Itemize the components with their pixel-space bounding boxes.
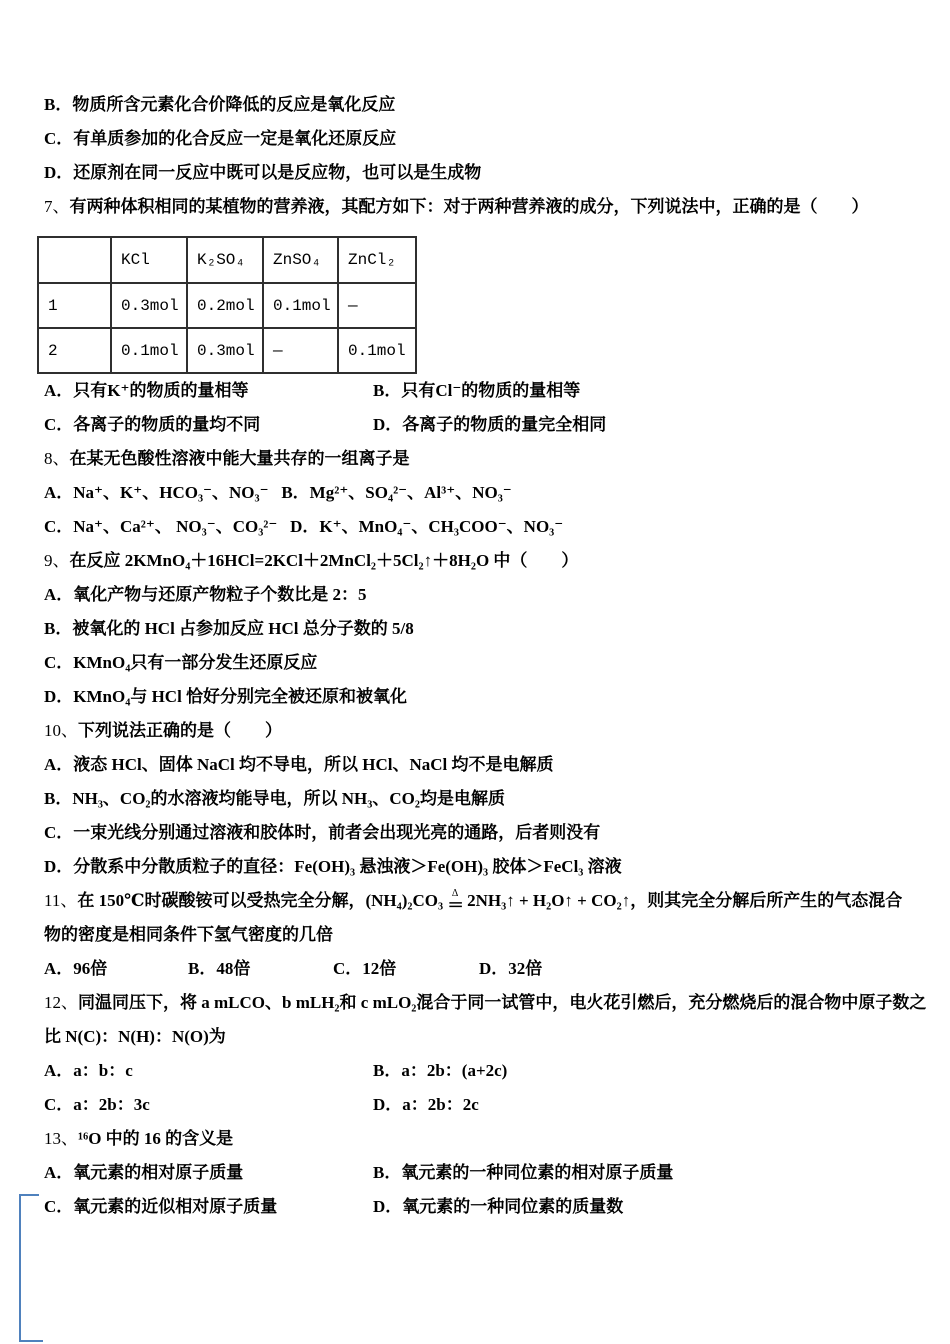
- table-row-2: [38, 328, 416, 373]
- table-header-k2so4: K₂SO₄: [187, 237, 263, 283]
- question-8-options-ab: A．Na⁺、K⁺、HCO₃⁻、NO₃⁻ B．Mg²⁺、SO₄²⁻、Al³⁺、NO₃⁻: [44, 483, 512, 502]
- question-6-option-b: B．物质所含元素化合价降低的反应是氧化反应: [44, 95, 396, 114]
- question-11-option-d: D．32倍: [479, 959, 543, 978]
- question-13-option-c: C．氧元素的近似相对原子质量: [44, 1197, 278, 1216]
- question-11-stem-after-equation: 2NH₃↑ + H₂O↑ + CO₂↑，则其完全分解后所产生的气态混合: [467, 891, 903, 910]
- question-6-option-c: C．有单质参加的化合反应一定是氧化还原反应: [44, 129, 397, 148]
- question-12-option-d: D．a：2b：2c: [373, 1095, 479, 1114]
- table-cell: —: [263, 328, 338, 373]
- question-7-number: 7、: [44, 197, 70, 216]
- table-header-zncl2: ZnCl₂: [338, 237, 416, 283]
- question-12-option-b: B．a：2b：(a+2c): [373, 1061, 508, 1080]
- question-7-stem: [44, 190, 920, 224]
- question-7-option-c: C．各离子的物质的量均不同: [44, 415, 261, 434]
- question-13-options-ab: [44, 1156, 920, 1190]
- table-cell: 0.3mol: [187, 328, 263, 373]
- table-cell: 0.1mol: [111, 328, 187, 373]
- question-13-option-b: B．氧元素的一种同位素的相对原子质量: [373, 1163, 674, 1182]
- question-7-options-cd: [44, 408, 920, 442]
- question-13-stem: [44, 1122, 920, 1156]
- question-9-option-a: A．氧化产物与还原产物粒子个数比是 2：5: [44, 585, 367, 604]
- question-10-option-d: D．分散系中分散质粒子的直径：Fe(OH)₃ 悬浊液＞Fe(OH)₃ 胶体＞FeCl₃ 溶液: [44, 857, 622, 876]
- table-cell: 0.1mol: [263, 283, 338, 328]
- table-cell: 0.3mol: [111, 283, 187, 328]
- nutrient-solution-table: [37, 236, 417, 374]
- question-10-stem: [44, 714, 920, 748]
- question-11-stem-line1: [44, 884, 920, 918]
- table-row-1: [38, 283, 416, 328]
- table-cell: 0.1mol: [338, 328, 416, 373]
- frame-left-border-mark: [19, 1194, 21, 1342]
- table-header-znso4: ZnSO₄: [263, 237, 338, 283]
- question-7-option-b: B．只有Cl⁻的物质的量相等: [373, 381, 581, 400]
- question-9-option-d: D．KMnO₄与 HCl 恰好分别完全被还原和被氧化: [44, 687, 408, 706]
- question-11-stem-before-equation: 在 150℃时碳酸铵可以受热完全分解，(NH₄)₂CO₃: [77, 891, 444, 910]
- question-8-options-cd: C．Na⁺、Ca²⁺、 NO₃⁻、CO₃²⁻ D．K⁺、MnO₄⁻、CH₃COO⁻、NO₃⁻: [44, 517, 564, 536]
- question-7-stem-text: 有两种体积相同的某植物的营养液，其配方如下：对于两种营养液的成分，下列说法中，正确的是（ ）: [69, 197, 869, 216]
- question-12-option-a: A．a：b：c: [44, 1061, 133, 1080]
- question-13-number: 13、: [44, 1129, 78, 1148]
- frame-bottom-corner-mark: [19, 1340, 43, 1342]
- question-10-option-c: C．一束光线分别通过溶液和胶体时，前者会出现光亮的通路，后者则没有: [44, 823, 601, 842]
- question-7-options-ab: [44, 374, 920, 408]
- heating-condition-symbol: [447, 888, 464, 915]
- question-12-options-cd: [44, 1088, 920, 1122]
- frame-top-corner-mark: [19, 1194, 39, 1196]
- question-10-option-b: B．NH₃、CO₂的水溶液均能导电，所以 NH₃、CO₂均是电解质: [44, 789, 505, 808]
- question-9-equation: 在反应 2KMnO₄＋16HCl=2KCl＋2MnCl₂＋5Cl₂↑＋8H₂O 中（ ）: [69, 551, 579, 570]
- question-7-option-a: A．只有K⁺的物质的量相等: [44, 381, 249, 400]
- question-9-option-b: B．被氧化的 HCl 占参加反应 HCl 总分子数的 5/8: [44, 619, 414, 638]
- equals-sign: ＝: [447, 896, 464, 915]
- question-11-option-c: C．12倍: [333, 959, 397, 978]
- question-11-option-b: B．48倍: [188, 959, 251, 978]
- table-cell: —: [338, 283, 416, 328]
- question-11-stem-line2: 物的密度是相同条件下氢气密度的几倍: [44, 925, 333, 944]
- question-6-option-d: D．还原剂在同一反应中既可以是反应物，也可以是生成物: [44, 163, 482, 182]
- question-9-stem: [44, 544, 920, 578]
- question-12-stem-line2: 比 N(C)：N(H)：N(O)为: [44, 1027, 226, 1046]
- question-10-option-a: A．液态 HCl、固体 NaCl 均不导电，所以 HCl、NaCl 均不是电解质: [44, 755, 554, 774]
- question-12-stem-text: 同温同压下，将 a mLCO、b mLH₂和 c mLO₂混合于同一试管中，电火花引燃后，充分燃烧后的混合物中原子数之: [78, 993, 927, 1012]
- question-13-option-d: D．氧元素的一种同位素的质量数: [373, 1197, 624, 1216]
- table-header-blank: [38, 237, 111, 283]
- table-cell: 0.2mol: [187, 283, 263, 328]
- question-11-option-a: A．96倍: [44, 959, 108, 978]
- question-11-number: 11、: [44, 891, 78, 910]
- question-7-option-d: D．各离子的物质的量完全相同: [373, 415, 607, 434]
- table-header-row: [38, 237, 416, 283]
- question-12-options-ab: [44, 1054, 920, 1088]
- question-9-option-c: C．KMnO₄只有一部分发生还原反应: [44, 653, 318, 672]
- question-12-number: 12、: [44, 993, 78, 1012]
- question-13-options-cd: [44, 1190, 920, 1224]
- question-10-stem-text: 下列说法正确的是（ ）: [78, 721, 282, 740]
- question-10-number: 10、: [44, 721, 78, 740]
- table-header-kcl: KCl: [111, 237, 187, 283]
- question-8-number: 8、: [44, 449, 70, 468]
- question-9-number: 9、: [44, 551, 70, 570]
- question-12-option-c: C．a：2b：3c: [44, 1095, 150, 1114]
- table-cell: 2: [38, 328, 111, 373]
- question-11-options: [44, 952, 920, 986]
- delta-icon: Δ: [451, 888, 459, 899]
- table-cell: 1: [38, 283, 111, 328]
- question-13-option-a: A．氧元素的相对原子质量: [44, 1163, 244, 1182]
- question-13-stem-text: ¹⁶O 中的 16 的含义是: [78, 1129, 234, 1148]
- question-8-stem: [44, 442, 920, 476]
- question-8-stem-text: 在某无色酸性溶液中能大量共存的一组离子是: [69, 449, 410, 468]
- question-12-stem-line1: [44, 986, 927, 1020]
